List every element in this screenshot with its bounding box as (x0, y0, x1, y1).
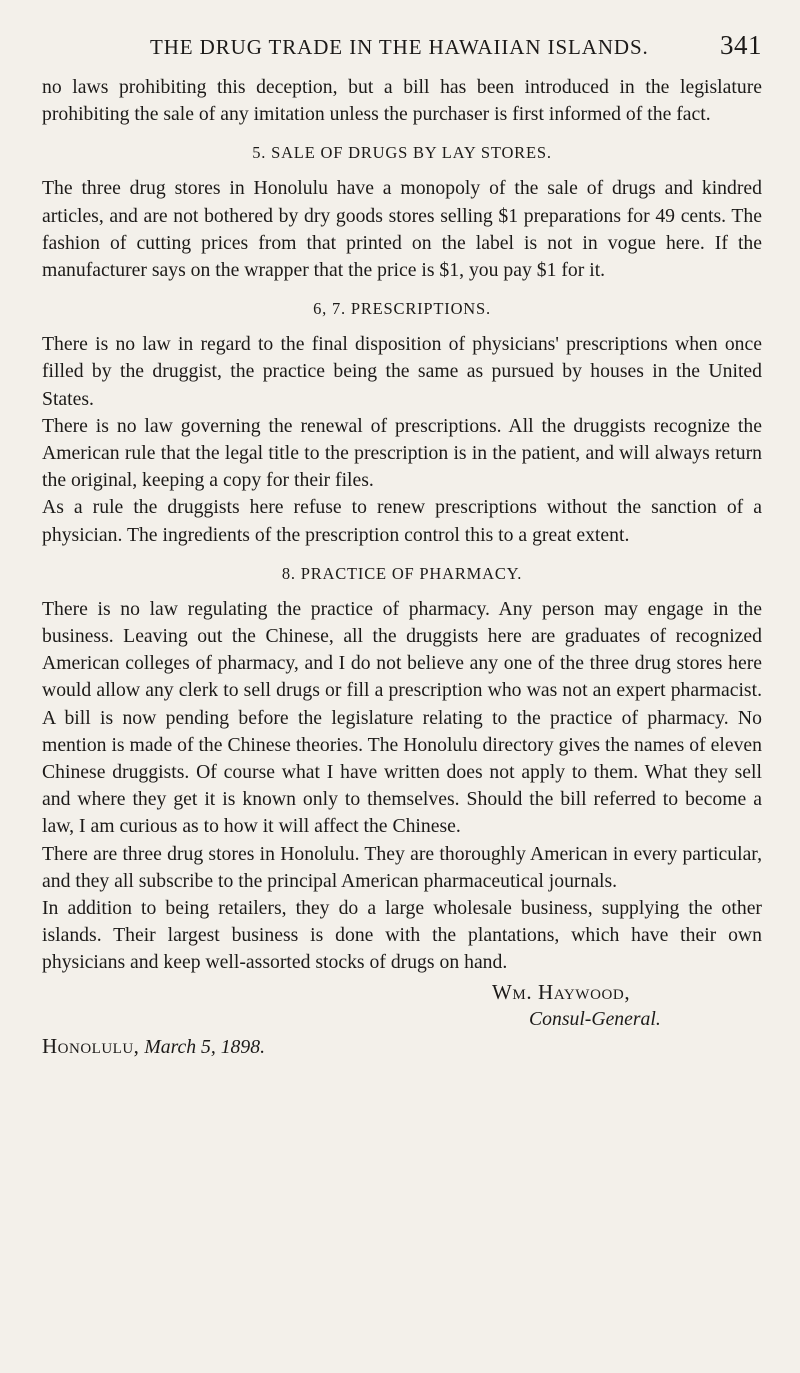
intro-paragraph: no laws prohibiting this deception, but a bill has been introduced in the legislature prohibiting the sale of any imitation unless the purchaser is first informed of the fact. (42, 76, 762, 126)
section-heading: 8. PRACTICE OF PHARMACY. (281, 563, 523, 583)
page-number: 341 (720, 30, 762, 60)
signatory-name: Wm. Haywood, (492, 979, 631, 1004)
document-page (42, 30, 762, 1350)
signature-date: March 5, 1898. (144, 1036, 265, 1059)
body-paragraph: There are three drug stores in Honolulu. They are thoroughly American in every particular, and they all subscribe to the principal American pharmaceutical journals. (42, 842, 762, 892)
section-prescriptions (42, 298, 762, 549)
body-paragraph: The three drug stores in Honolulu have a monopoly of the sale of drugs and kindred articles, and are not bothered by dry goods stores selling $1 preparations for 49 cents. The fashion of cutting prices from that printed on the label is not in vogue here. If the manufacturer says on the wrapper that the price is $1, you pay $1 for it. (42, 177, 762, 282)
section-heading: 6, 7. PRESCRIPTIONS. (313, 299, 491, 319)
body-paragraph: In addition to being retailers, they do a large wholesale business, supplying the other islands. Their largest business is done with the plantations, which have their own physicians and keep well-assorted stocks of drugs on hand. (42, 897, 762, 974)
body-paragraph: There is no law in regard to the final disposition of physicians' prescriptions when once filled by the druggist, the practice being the same as pursued by houses in the United States. (42, 333, 762, 410)
section-heading: 5. SALE OF DRUGS BY LAY STORES. (252, 143, 552, 163)
signatory-title: Consul-General. (529, 1007, 661, 1030)
running-header (42, 30, 762, 74)
signature-block (42, 979, 762, 1062)
body-paragraph: As a rule the druggists here refuse to renew prescriptions without the sanction of a physician. The ingredients of the prescription control this to a great extent. (42, 496, 762, 546)
place-and-date (42, 1033, 762, 1061)
body-paragraph: There is no law regulating the practice of pharmacy. Any person may engage in the business. Leaving out the Chinese, all the druggists here are graduates of recognized American colleges of pharmacy, and I do not believe any one of the three drug stores here would allow any clerk to sell drugs or fill a prescription who was not an expert pharmacist. A bill is now pending before the legislature relating to the practice of pharmacy. No mention is made of the Chinese theories. The Honolulu directory gives the names of eleven Chinese druggists. Of course what I have written does not apply to them. What they sell and where they get it is known only to themselves. Should the bill referred to become a law, I am curious as to how it will affect the Chinese. (42, 597, 762, 838)
section-practice-of-pharmacy (42, 563, 762, 977)
running-title: THE DRUG TRADE IN THE HAWAIIAN ISLANDS. (150, 35, 649, 59)
body-paragraph: There is no law governing the renewal of prescriptions. All the druggists recognize the American rule that the legal title to the prescription is in the patient, and will always return the original, keeping a copy for their files. (42, 414, 762, 492)
signature-place: Honolulu, (42, 1034, 140, 1059)
section-sale-of-drugs (42, 142, 762, 284)
